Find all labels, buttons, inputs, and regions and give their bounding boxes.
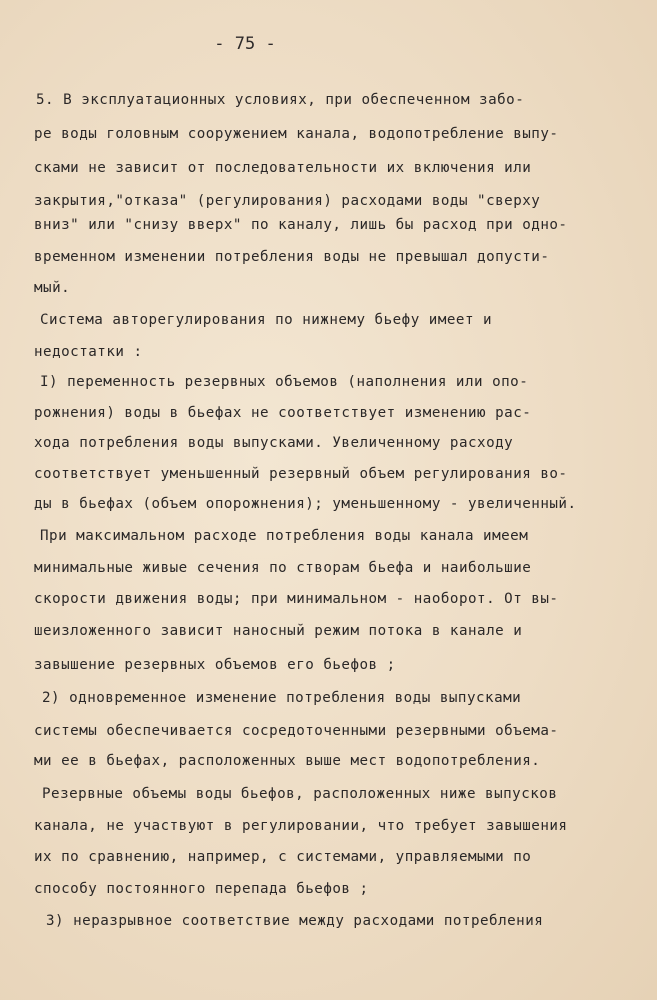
text-line: способу постоянного перепада бьефов ; (34, 881, 369, 897)
text-line: временном изменении потребления воды не превышал допусти- (34, 249, 550, 265)
text-line: ре воды головным сооружением канала, водопотребление выпу- (34, 126, 559, 142)
text-line: ды в бьефах (объем опорожнения); уменьшенному - увеличенный. (34, 496, 577, 512)
text-line: 2) одновременное изменение потребления воды выпусками (42, 690, 522, 706)
text-line: канала, не участвуют в регулировании, что требует завышения (34, 818, 568, 834)
text-line: завышение резервных объемов его бьефов ; (34, 657, 396, 673)
text-line: вниз" или "снизу вверх" по каналу, лишь бы расход при одно- (34, 217, 568, 233)
text-line: Система авторегулирования по нижнему бьефу имеет и (40, 312, 493, 328)
text-line: соответствует уменьшенный резервный объем регулирования во- (34, 466, 568, 482)
text-line: I) переменность резервных объемов (наполнения или опо- (40, 374, 529, 390)
text-line: скорости движения воды; при минимальном - наоборот. От вы- (34, 591, 559, 607)
text-line: сками не зависит от последовательности их включения или (34, 160, 532, 176)
text-line: шеизложенного зависит наносный режим потока в канале и (34, 623, 523, 639)
text-line: минимальные живые сечения по створам бьефа и наибольшие (34, 560, 532, 576)
text-line: ми ее в бьефах, расположенных выше мест водопотребления. (34, 753, 541, 769)
text-line: 5. В эксплуатационных условиях, при обеспеченном забо- (36, 92, 525, 108)
text-line: мый. (34, 280, 71, 296)
text-line: При максимальном расходе потребления воды канала имеем (40, 528, 529, 544)
text-line: хода потребления воды выпусками. Увеличенному расходу (34, 435, 514, 451)
text-line: закрытия,"отказа" (регулирования) расходами воды "сверху (34, 193, 541, 209)
text-line: их по сравнению, например, с системами, управляемыми по (34, 849, 532, 865)
text-line: рожнения) воды в бьефах не соответствует изменению рас- (34, 405, 532, 421)
text-line: Резервные объемы воды бьефов, расположенных ниже выпусков (42, 786, 558, 802)
text-line: недостатки : (34, 344, 143, 360)
text-line: системы обеспечивается сосредоточенными резервными объема- (34, 723, 559, 739)
page-number: - 75 - (214, 34, 276, 54)
text-line: 3) неразрывное соответствие между расходами потребления (46, 913, 544, 929)
